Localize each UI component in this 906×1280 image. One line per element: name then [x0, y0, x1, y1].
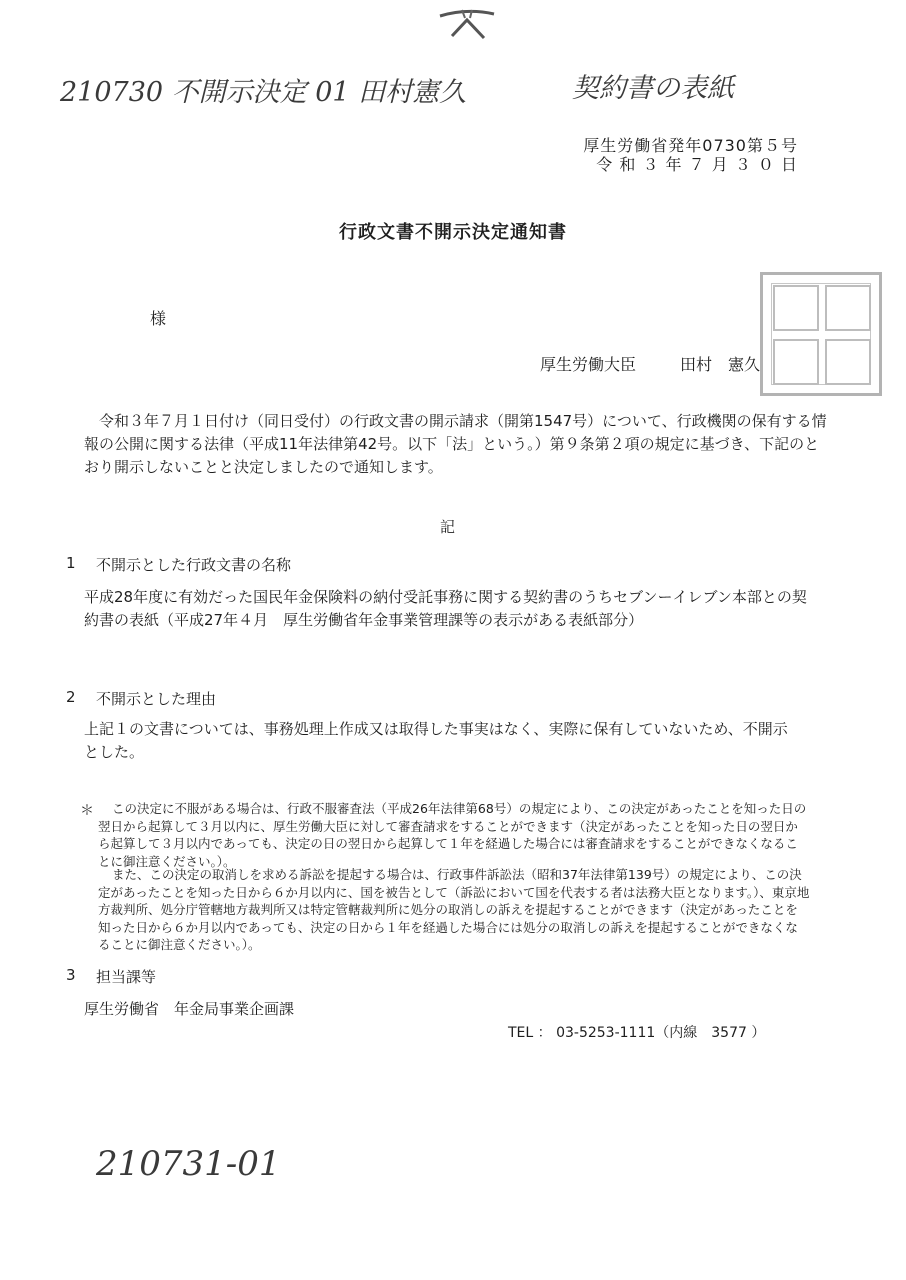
contact-telephone: TEL ： 03-5253-1111（内線 3577 ） [508, 1025, 766, 1041]
document-number: 厚生労働省発年0730第５号 [583, 136, 798, 155]
section-3-number: 3 [66, 966, 76, 984]
handwritten-note-bottom: 210731-01 [96, 1144, 281, 1184]
binding-mark-icon [432, 6, 502, 42]
section-1-heading: 不開示とした行政文書の名称 [96, 556, 292, 574]
note-paragraph-2: また、この決定の取消しを求める訴訟を提起する場合は、行政事件訴訟法（昭和37年法律第139号）の規定により、この決定があったことを知った日から６か月以内に、国を被告として（訴訟において国を代表する者は法務大臣となります。）、東京地方裁判所、処分庁管轄地方裁判所又は特定管轄裁判所に処分の取消しの訴えを提起することができます（決定があったことを知った日から６か月以内であっても、決定の日から１年を経過した場合には処分の取消しの訴えを提起することができなくなることに御注意ください。）。 [98, 867, 810, 952]
intro-paragraph: 令和３年７月１日付け（同日受付）の行政文書の開示請求（開第1547号）について、行政機関の保有する情報の公開に関する法律（平成11年法律第42号。以下「法」という。）第９条第２項の規定に基づき、下記のとおり開示しないことと決定しましたので通知します。 [84, 412, 827, 476]
section-1-body: 平成28年度に有効だった国民年金保険料の納付受託事務に関する契約書のうちセブンーイレブン本部との契約書の表紙（平成27年４月 厚生労働省年金事業管理課等の表示がある表紙部分） [84, 588, 807, 629]
page-title: 行政文書不開示決定通知書 [339, 222, 567, 243]
document-date: 令 和 ３ 年 ７ 月 ３ ０ 日 [596, 155, 798, 174]
sender-name: 田村 憲久 [680, 355, 761, 374]
section-3-body: 厚生労働省 年金局事業企画課 [84, 1000, 295, 1018]
sender-title: 厚生労働大臣 [540, 355, 637, 374]
handwritten-note-id: 210730 不開示決定 01 田村憲久 [60, 77, 467, 108]
ki-heading: 記 [440, 518, 456, 536]
section-2-body: 上記１の文書については、事務処理上作成又は取得した事実はなく、実際に保有していないため、不開示とした。 [84, 720, 788, 761]
section-2-heading: 不開示とした理由 [96, 690, 217, 708]
official-seal-stamp [760, 272, 882, 396]
section-1-number: 1 [66, 554, 76, 572]
section-2-number: 2 [66, 688, 76, 706]
handwritten-note-subject: 契約書の表紙 [572, 73, 734, 104]
note-asterisk: ＊ [80, 803, 94, 819]
section-3-heading: 担当課等 [96, 968, 157, 986]
addressee: 様 [150, 309, 167, 328]
note-paragraph-1: この決定に不服がある場合は、行政不服審査法（平成26年法律第68号）の規定により、この決定があったことを知った日の翌日から起算して３月以内に、厚生労働大臣に対して審査請求をすることができます（決定があったことを知った日の翌日から起算して３月以内であっても、決定の日の翌日から起算して１年を経過した場合には審査請求をすることができなくなることに御注意ください。）。 [98, 801, 807, 869]
